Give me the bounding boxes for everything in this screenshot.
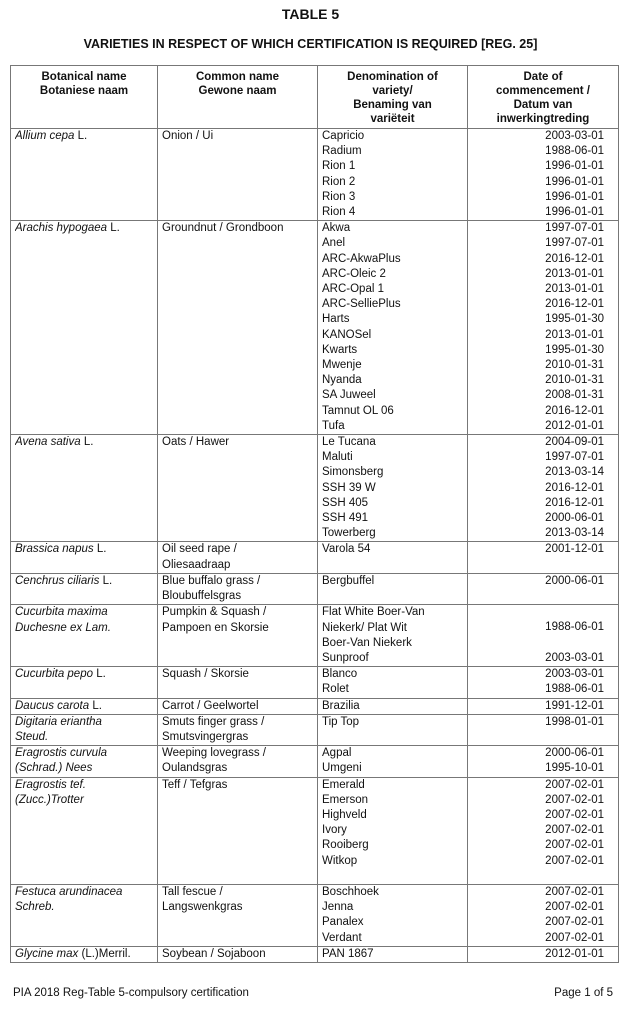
variety-name: Rolet — [322, 683, 349, 696]
commencement-date: 2007-02-01 — [545, 885, 604, 898]
variety-name: Anel — [322, 237, 346, 250]
commencement-date: 2010-01-31 — [545, 359, 604, 372]
botanical-name: (Schrad.) Nees — [15, 762, 93, 775]
variety-name: Rion 1 — [322, 160, 356, 173]
common-name: Tall fescue / — [162, 885, 223, 898]
header-line: commencement / — [496, 85, 590, 97]
common-name-cell — [158, 667, 318, 698]
variety-name: Niekerk/ Plat Wit — [322, 621, 407, 634]
page-number: Page 1 of 5 — [554, 987, 613, 999]
variety-name: Rion 3 — [322, 190, 356, 203]
variety-name: SA Juweel — [322, 389, 376, 402]
commencement-date: 1997-07-01 — [545, 451, 604, 464]
commencement-date: 1991-12-01 — [545, 699, 604, 712]
common-name: Bloubuffelsgras — [162, 590, 242, 603]
common-name: Smutsvingergras — [162, 730, 249, 743]
commencement-date: 2007-02-01 — [545, 808, 604, 821]
header-line: Date of — [523, 71, 563, 83]
table-row — [11, 714, 619, 745]
commencement-date: 1988-06-01 — [545, 621, 604, 634]
commencement-date: 2013-01-01 — [545, 328, 604, 341]
botanical-name-line — [15, 761, 153, 776]
botanical-author: L. — [102, 574, 113, 587]
commencement-date: 2007-02-01 — [545, 839, 604, 852]
header-line: Denomination of — [347, 71, 438, 83]
common-name-cell — [158, 221, 318, 435]
common-name: Carrot / Geelwortel — [162, 699, 259, 712]
botanical-name-line — [15, 621, 153, 636]
header-line: Botanical name — [41, 71, 127, 83]
botanical-name: Glycine max — [15, 947, 79, 960]
botanical-name-cell — [11, 542, 158, 573]
common-name-cell — [158, 746, 318, 777]
commencement-date: 1995-01-30 — [545, 313, 604, 326]
header-common-name — [158, 66, 318, 129]
header-line: variety/ — [372, 85, 413, 97]
common-name: Onion / Ui — [162, 130, 214, 142]
table-row — [11, 573, 619, 604]
header-botanical-name — [11, 66, 158, 129]
date-cell — [468, 435, 619, 542]
header-line: variëteit — [370, 113, 415, 125]
botanical-name: Festuca arundinacea — [15, 885, 123, 898]
commencement-date: 2013-01-01 — [545, 283, 604, 296]
common-name-cell — [158, 435, 318, 542]
common-name-cell — [158, 542, 318, 573]
common-name-cell — [158, 573, 318, 604]
variety-name: Maluti — [322, 451, 353, 464]
table-row — [11, 605, 619, 667]
variety-cell — [318, 884, 468, 946]
botanical-name-line — [15, 947, 153, 962]
common-name: Pumpkin & Squash / — [162, 606, 267, 619]
variety-name: ARC-Oleic 2 — [322, 267, 386, 280]
variety-name: Boschhoek — [322, 885, 379, 898]
common-name: Oulandsgras — [162, 762, 228, 775]
variety-name: Jenna — [322, 901, 354, 914]
variety-cell — [318, 435, 468, 542]
variety-cell — [318, 221, 468, 435]
header-date — [468, 66, 619, 129]
botanical-name: Brassica napus — [15, 543, 94, 556]
commencement-date: 2010-01-31 — [545, 374, 604, 387]
date-cell — [468, 667, 619, 698]
botanical-name-cell — [11, 884, 158, 946]
botanical-name: Digitaria eriantha — [15, 715, 102, 728]
commencement-date: 2012-01-01 — [545, 419, 604, 432]
botanical-name: Cucurbita maxima — [15, 606, 108, 619]
commencement-date: 2016-12-01 — [545, 496, 604, 509]
commencement-date: 2007-02-01 — [545, 901, 604, 914]
botanical-name: Schreb. — [15, 901, 55, 914]
common-name: Smuts finger grass / — [162, 715, 265, 728]
botanical-name-line — [15, 746, 153, 761]
header-line: Datum van — [513, 99, 573, 111]
botanical-name-cell — [11, 221, 158, 435]
commencement-date — [472, 605, 604, 620]
common-name-cell — [158, 884, 318, 946]
commencement-date: 2007-02-01 — [545, 793, 604, 806]
botanical-name-line — [15, 793, 153, 808]
botanical-name: Steud. — [15, 730, 49, 743]
date-cell — [468, 746, 619, 777]
botanical-name-line — [15, 605, 153, 620]
date-cell — [468, 884, 619, 946]
commencement-date: 2007-02-01 — [545, 931, 604, 944]
botanical-name: Cenchrus ciliaris — [15, 574, 100, 587]
header-line: inwerkingtreding — [496, 113, 590, 125]
botanical-author: L. — [96, 668, 106, 681]
commencement-date: 2003-03-01 — [545, 668, 604, 681]
variety-cell — [318, 777, 468, 884]
variety-name: Agpal — [322, 747, 352, 760]
variety-name: Towerberg — [322, 527, 376, 540]
table-row — [11, 884, 619, 946]
commencement-date — [472, 636, 604, 651]
botanical-name: Avena sativa — [15, 436, 81, 449]
commencement-date: 2012-01-01 — [545, 947, 604, 960]
date-cell — [468, 573, 619, 604]
table-header-row — [11, 66, 619, 129]
header-line: Gewone naam — [198, 85, 277, 97]
botanical-name-cell — [11, 777, 158, 884]
botanical-name-line — [15, 542, 153, 557]
botanical-name-cell — [11, 746, 158, 777]
date-cell — [468, 605, 619, 667]
commencement-date: 2003-03-01 — [545, 130, 604, 142]
variety-name: Rooiberg — [322, 839, 369, 852]
variety-cell — [318, 573, 468, 604]
variety-name: PAN 1867 — [322, 947, 374, 960]
variety-name: SSH 39 W — [322, 481, 376, 494]
variety-name: Tip Top — [322, 715, 360, 728]
botanical-name-line — [15, 730, 153, 745]
botanical-author: L. — [77, 130, 88, 142]
common-name: Weeping lovegrass / — [162, 747, 266, 760]
variety-name: Highveld — [322, 808, 367, 821]
variety-name: Verdant — [322, 931, 362, 944]
botanical-name: Allium cepa — [15, 130, 75, 142]
botanical-name: Arachis hypogaea — [15, 222, 108, 235]
common-name-cell — [158, 605, 318, 667]
botanical-name-line — [15, 435, 153, 450]
botanical-name-line — [15, 221, 153, 236]
commencement-date: 1998-01-01 — [545, 715, 604, 728]
page-title: TABLE 5 — [281, 6, 340, 22]
common-name-cell — [158, 777, 318, 884]
variety-name: ARC-AkwaPlus — [322, 252, 401, 265]
commencement-date: 1988-06-01 — [545, 145, 604, 158]
botanical-name: Duchesne ex Lam. — [15, 621, 111, 634]
commencement-date: 2000-06-01 — [545, 574, 604, 587]
header-line: Benaming van — [353, 99, 432, 111]
botanical-name: Eragrostis tef. — [15, 778, 86, 791]
row-spacer — [322, 869, 463, 884]
commencement-date: 1997-07-01 — [545, 237, 604, 250]
common-name: Oil seed rape / — [162, 543, 237, 556]
variety-name: Harts — [322, 313, 350, 326]
table-row — [11, 777, 619, 884]
variety-name: Tufa — [322, 419, 345, 432]
variety-name: Rion 2 — [322, 175, 356, 188]
botanical-name-line — [15, 778, 153, 793]
commencement-date: 2007-02-01 — [545, 854, 604, 867]
variety-name: Radium — [322, 145, 362, 158]
commencement-date: 2013-01-01 — [545, 267, 604, 280]
botanical-name-line — [15, 574, 153, 589]
botanical-name: (Zucc.)Trotter — [15, 793, 84, 806]
variety-name: Blanco — [322, 668, 358, 681]
variety-cell — [318, 746, 468, 777]
common-name: Langswenkgras — [162, 901, 243, 914]
varieties-table — [10, 65, 619, 963]
commencement-date: 2016-12-01 — [545, 298, 604, 311]
header-denomination — [318, 66, 468, 129]
variety-name: Witkop — [322, 854, 358, 867]
commencement-date: 1995-10-01 — [545, 762, 604, 775]
botanical-name-cell — [11, 605, 158, 667]
header-line: Common name — [195, 71, 280, 83]
commencement-date: 2003-03-01 — [545, 651, 604, 664]
variety-name: Le Tucana — [322, 436, 376, 449]
variety-name: Emerson — [322, 793, 369, 806]
commencement-date: 1996-01-01 — [545, 206, 604, 219]
date-cell — [468, 714, 619, 745]
common-name: Squash / Skorsie — [162, 668, 249, 681]
commencement-date: 1988-06-01 — [545, 683, 604, 696]
botanical-name-cell — [11, 667, 158, 698]
date-cell — [468, 542, 619, 573]
commencement-date: 2016-12-01 — [545, 404, 604, 417]
botanical-name-cell — [11, 714, 158, 745]
variety-name: KANOSel — [322, 328, 372, 341]
botanical-author: L. — [92, 699, 102, 712]
variety-cell — [318, 698, 468, 714]
commencement-date: 2013-03-14 — [545, 527, 604, 540]
botanical-name-cell — [11, 946, 158, 962]
common-name: Groundnut / Grondboon — [162, 222, 284, 235]
common-name: Oliesaadraap — [162, 558, 231, 571]
variety-cell — [318, 605, 468, 667]
variety-name: Akwa — [322, 222, 351, 235]
botanical-name-line — [15, 900, 153, 915]
commencement-date: 1997-07-01 — [545, 222, 604, 235]
botanical-name: Eragrostis curvula — [15, 747, 108, 760]
table-row — [11, 946, 619, 962]
commencement-date: 1996-01-01 — [545, 190, 604, 203]
botanical-name-line — [15, 715, 153, 730]
variety-name: Sunproof — [322, 651, 369, 664]
variety-name: Ivory — [322, 824, 347, 837]
botanical-name-line — [15, 667, 153, 682]
common-name: Pampoen en Skorsie — [162, 621, 269, 634]
commencement-date: 2007-02-01 — [545, 916, 604, 929]
page-footer: PIA 2018 Reg-Table 5-compulsory certification — [13, 987, 249, 999]
variety-name: Rion 4 — [322, 206, 356, 219]
commencement-date: 2004-09-01 — [545, 436, 604, 449]
date-cell — [468, 221, 619, 435]
table-row — [11, 667, 619, 698]
botanical-name-line — [15, 699, 153, 714]
common-name-cell — [158, 714, 318, 745]
date-cell — [468, 698, 619, 714]
table-row — [11, 542, 619, 573]
variety-name: Varola 54 — [322, 543, 371, 556]
botanical-name: Cucurbita pepo — [15, 668, 93, 681]
variety-name: Flat White Boer-Van — [322, 606, 425, 619]
variety-name: Mwenje — [322, 359, 362, 372]
commencement-date: 2016-12-01 — [545, 252, 604, 265]
botanical-name-cell — [11, 435, 158, 542]
botanical-name: Daucus carota — [15, 699, 90, 712]
variety-cell — [318, 714, 468, 745]
botanical-name-line — [15, 885, 153, 900]
variety-name: Emerald — [322, 778, 365, 791]
header-line: Botaniese naam — [39, 85, 129, 97]
commencement-date: 2008-01-31 — [545, 389, 604, 402]
common-name-cell — [158, 129, 318, 221]
variety-name: Nyanda — [322, 374, 362, 387]
variety-name: Capricio — [322, 130, 365, 142]
page-subtitle: VARIETIES IN RESPECT OF WHICH CERTIFICATION IS REQUIRED [REG. 25] — [83, 37, 538, 51]
common-name: Oats / Hawer — [162, 436, 230, 449]
botanical-author: (L.)Merril. — [81, 947, 131, 960]
botanical-author: L. — [83, 436, 94, 449]
variety-name: SSH 405 — [322, 496, 369, 509]
variety-name: Simonsberg — [322, 466, 384, 479]
botanical-author: L. — [110, 222, 120, 235]
botanical-author: L. — [96, 543, 107, 556]
table-row — [11, 698, 619, 714]
commencement-date: 2016-12-01 — [545, 481, 604, 494]
variety-name: Kwarts — [322, 343, 358, 356]
variety-cell — [318, 946, 468, 962]
variety-cell — [318, 129, 468, 221]
variety-name: Boer-Van Niekerk — [322, 636, 412, 649]
commencement-date: 2000-06-01 — [545, 512, 604, 525]
commencement-date: 2013-03-14 — [545, 466, 604, 479]
commencement-date: 2007-02-01 — [545, 824, 604, 837]
table-row — [11, 221, 619, 435]
date-cell — [468, 129, 619, 221]
table-row — [11, 129, 619, 221]
variety-name: Tamnut OL 06 — [322, 404, 394, 417]
commencement-date: 1996-01-01 — [545, 175, 604, 188]
variety-cell — [318, 542, 468, 573]
common-name: Blue buffalo grass / — [162, 574, 261, 587]
commencement-date: 2000-06-01 — [545, 747, 604, 760]
common-name-cell — [158, 946, 318, 962]
table-row — [11, 746, 619, 777]
botanical-name-line — [15, 129, 153, 144]
table-body — [11, 129, 619, 963]
commencement-date: 1996-01-01 — [545, 160, 604, 173]
variety-name: ARC-SelliePlus — [322, 298, 401, 311]
botanical-name-cell — [11, 698, 158, 714]
variety-name: Bergbuffel — [322, 574, 375, 587]
common-name: Teff / Tefgras — [162, 778, 228, 791]
botanical-name-cell — [11, 573, 158, 604]
common-name-cell — [158, 698, 318, 714]
common-name: Soybean / Sojaboon — [162, 947, 266, 960]
variety-name: Umgeni — [322, 762, 362, 775]
variety-name: SSH 491 — [322, 512, 369, 525]
commencement-date: 2007-02-01 — [545, 778, 604, 791]
date-cell — [468, 777, 619, 884]
variety-cell — [318, 667, 468, 698]
variety-name: Brazilia — [322, 699, 360, 712]
variety-name: Panalex — [322, 916, 364, 929]
commencement-date: 1995-01-30 — [545, 343, 604, 356]
variety-name: ARC-Opal 1 — [322, 283, 384, 296]
date-cell — [468, 946, 619, 962]
commencement-date: 2001-12-01 — [545, 543, 604, 556]
botanical-name-cell — [11, 129, 158, 221]
table-row — [11, 435, 619, 542]
